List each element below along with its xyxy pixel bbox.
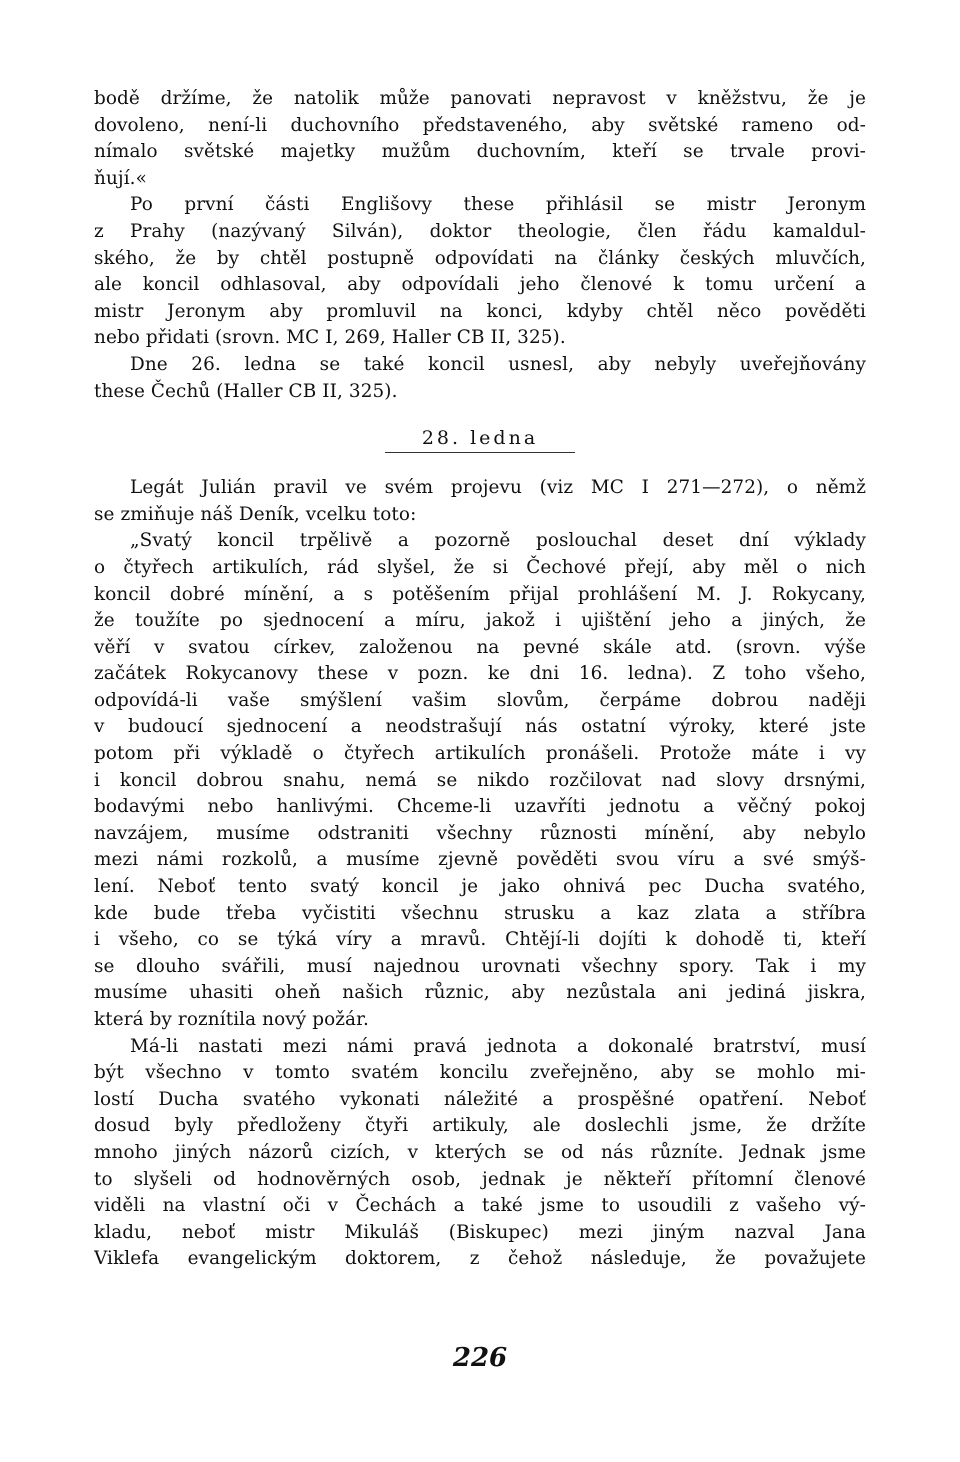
text-line: Po první části Englišovy these přihlásil se mistr Jeronym bbox=[130, 194, 866, 216]
text-line: kladu, neboť mistr Mikuláš (Biskupec) mezi jiným nazval Jana bbox=[94, 1221, 866, 1243]
text-line: dovoleno, není-li duchovního představeného, aby světské rameno od- bbox=[94, 114, 866, 136]
text-line: bodě držíme, že natolik může panovati nepravost v kněžstvu, že je bbox=[94, 88, 866, 109]
text-line: navzájem, musíme odstraniti všechny různosti mínění, aby nebylo bbox=[94, 822, 866, 844]
text-line: „Svatý koncil trpělivě a pozorně poslouchal deset dní výklady bbox=[130, 530, 866, 552]
text-line: se zmiňuje náš Deník, vcelku toto: bbox=[94, 503, 417, 525]
paragraph-26-ledna bbox=[94, 352, 866, 405]
text-column bbox=[94, 86, 866, 1273]
paragraph-jednota bbox=[94, 1034, 866, 1273]
paragraph-legat bbox=[94, 475, 866, 528]
text-line: nebo přidati (srovn. MC I, 269, Haller CB II, 325). bbox=[94, 327, 566, 349]
section-heading: 28. ledna bbox=[421, 427, 539, 450]
text-line: mistr Jeronym aby promluvil na konci, kdyby chtěl něco pověděti bbox=[94, 300, 866, 322]
text-line: která by roznítila nový požár. bbox=[94, 1009, 369, 1030]
text-line: Viklefa evangelickým doktorem, z čehož následuje, že považujete bbox=[94, 1248, 866, 1270]
text-line: ale koncil odhlasoval, aby odpovídali jeho členové k tomu určení a bbox=[94, 274, 866, 296]
text-line: lení. Neboť tento svatý koncil je jako ohnivá pec Ducha svatého, bbox=[94, 876, 866, 898]
text-line: i koncil dobrou snahu, nemá se nikdo rozčilovat nad slovy drsnými, bbox=[94, 769, 866, 791]
text-line: koncil dobré mínění, a s potěšením přijal prohlášení M. J. Rokycany, bbox=[94, 583, 866, 605]
text-line: ňují.« bbox=[94, 167, 147, 189]
text-line: se dlouho svářili, musí najednou urovnati všechny spory. Tak i my bbox=[94, 955, 866, 977]
text-line: bodavými nebo hanlivými. Chceme-li uzavříti jednotu a věčný pokoj bbox=[94, 796, 866, 818]
text-line: o čtyřech artikulích, rád slyšel, že si Čechové přejí, aby měl o nich bbox=[94, 556, 866, 578]
text-line: ského, že by chtěl postupně odpovídati na články českých mluvčích, bbox=[94, 247, 866, 269]
text-line: nímalo světské majetky mužům duchovním, kteří se trvale provi- bbox=[94, 141, 866, 163]
text-line: v budoucí sjednocení a neodstrašují nás ostatní výroky, které jste bbox=[94, 716, 866, 738]
text-line: to slyšeli od hodnověrných osob, jednak je někteří přítomní členové bbox=[94, 1168, 866, 1190]
text-line: i všeho, co se týká víry a mravů. Chtějí-li dojíti k dohodě ti, kteří bbox=[94, 929, 866, 951]
text-line: začátek Rokycanovy these v pozn. ke dni 16. ledna). Z toho všeho, bbox=[94, 663, 866, 685]
text-line: Legát Julián pravil ve svém projevu (viz MC I 271—272), o němž bbox=[130, 477, 866, 499]
paragraph-quote bbox=[94, 528, 866, 1033]
text-line: že toužíte po sjednocení a míru, jakož i ujištění jeho a jiných, že bbox=[94, 610, 866, 632]
text-line: Dne 26. ledna se také koncil usnesl, aby nebyly uveřejňovány bbox=[130, 353, 866, 375]
text-line: dosud byly předloženy čtyři artikuly, ale doslechli jsme, že držíte bbox=[94, 1115, 866, 1137]
text-line: these Čechů (Haller CB II, 325). bbox=[94, 380, 398, 402]
page-number: 226 bbox=[452, 1343, 508, 1373]
text-line: lostí Ducha svatého vykonati náležité a prospěšné opatření. Neboť bbox=[94, 1088, 866, 1110]
text-line: Má-li nastati mezi námi pravá jednota a dokonalé bratrství, musí bbox=[130, 1035, 866, 1057]
text-line: z Prahy (nazývaný Silván), doktor theologie, člen řádu kamaldul- bbox=[94, 220, 866, 242]
text-line: kde bude třeba vyčistiti všechnu strusku a kaz zlata a stříbra bbox=[94, 902, 866, 924]
text-line: odpovídá-li vaše smýšlení vašim slovům, čerpáme dobrou naději bbox=[94, 689, 866, 711]
paragraph-jeronym bbox=[94, 192, 866, 352]
text-line: být všechno v tomto svatém koncilu zveřejněno, aby se mohlo mi- bbox=[94, 1062, 866, 1084]
text-line: mezi námi rozkolů, a musíme zjevně pověděti svou víru a své smýš- bbox=[94, 849, 866, 871]
text-line: potom při výkladě o čtyřech artikulích pronášeli. Protože máte i vy bbox=[94, 743, 866, 765]
text-line: věří v svatou církev, založenou na pevné skále atd. (srovn. výše bbox=[94, 636, 866, 658]
paragraph-continued bbox=[94, 86, 866, 192]
text-line: musíme uhasiti oheň našich různic, aby nezůstala ani jediná jiskra, bbox=[94, 982, 866, 1004]
text-line: viděli na vlastní oči v Čechách a také jsme to usoudili z vašeho vý- bbox=[94, 1195, 866, 1217]
text-line: mnoho jiných názorů cizích, v kterých se od nás různíte. Jednak jsme bbox=[94, 1141, 866, 1163]
